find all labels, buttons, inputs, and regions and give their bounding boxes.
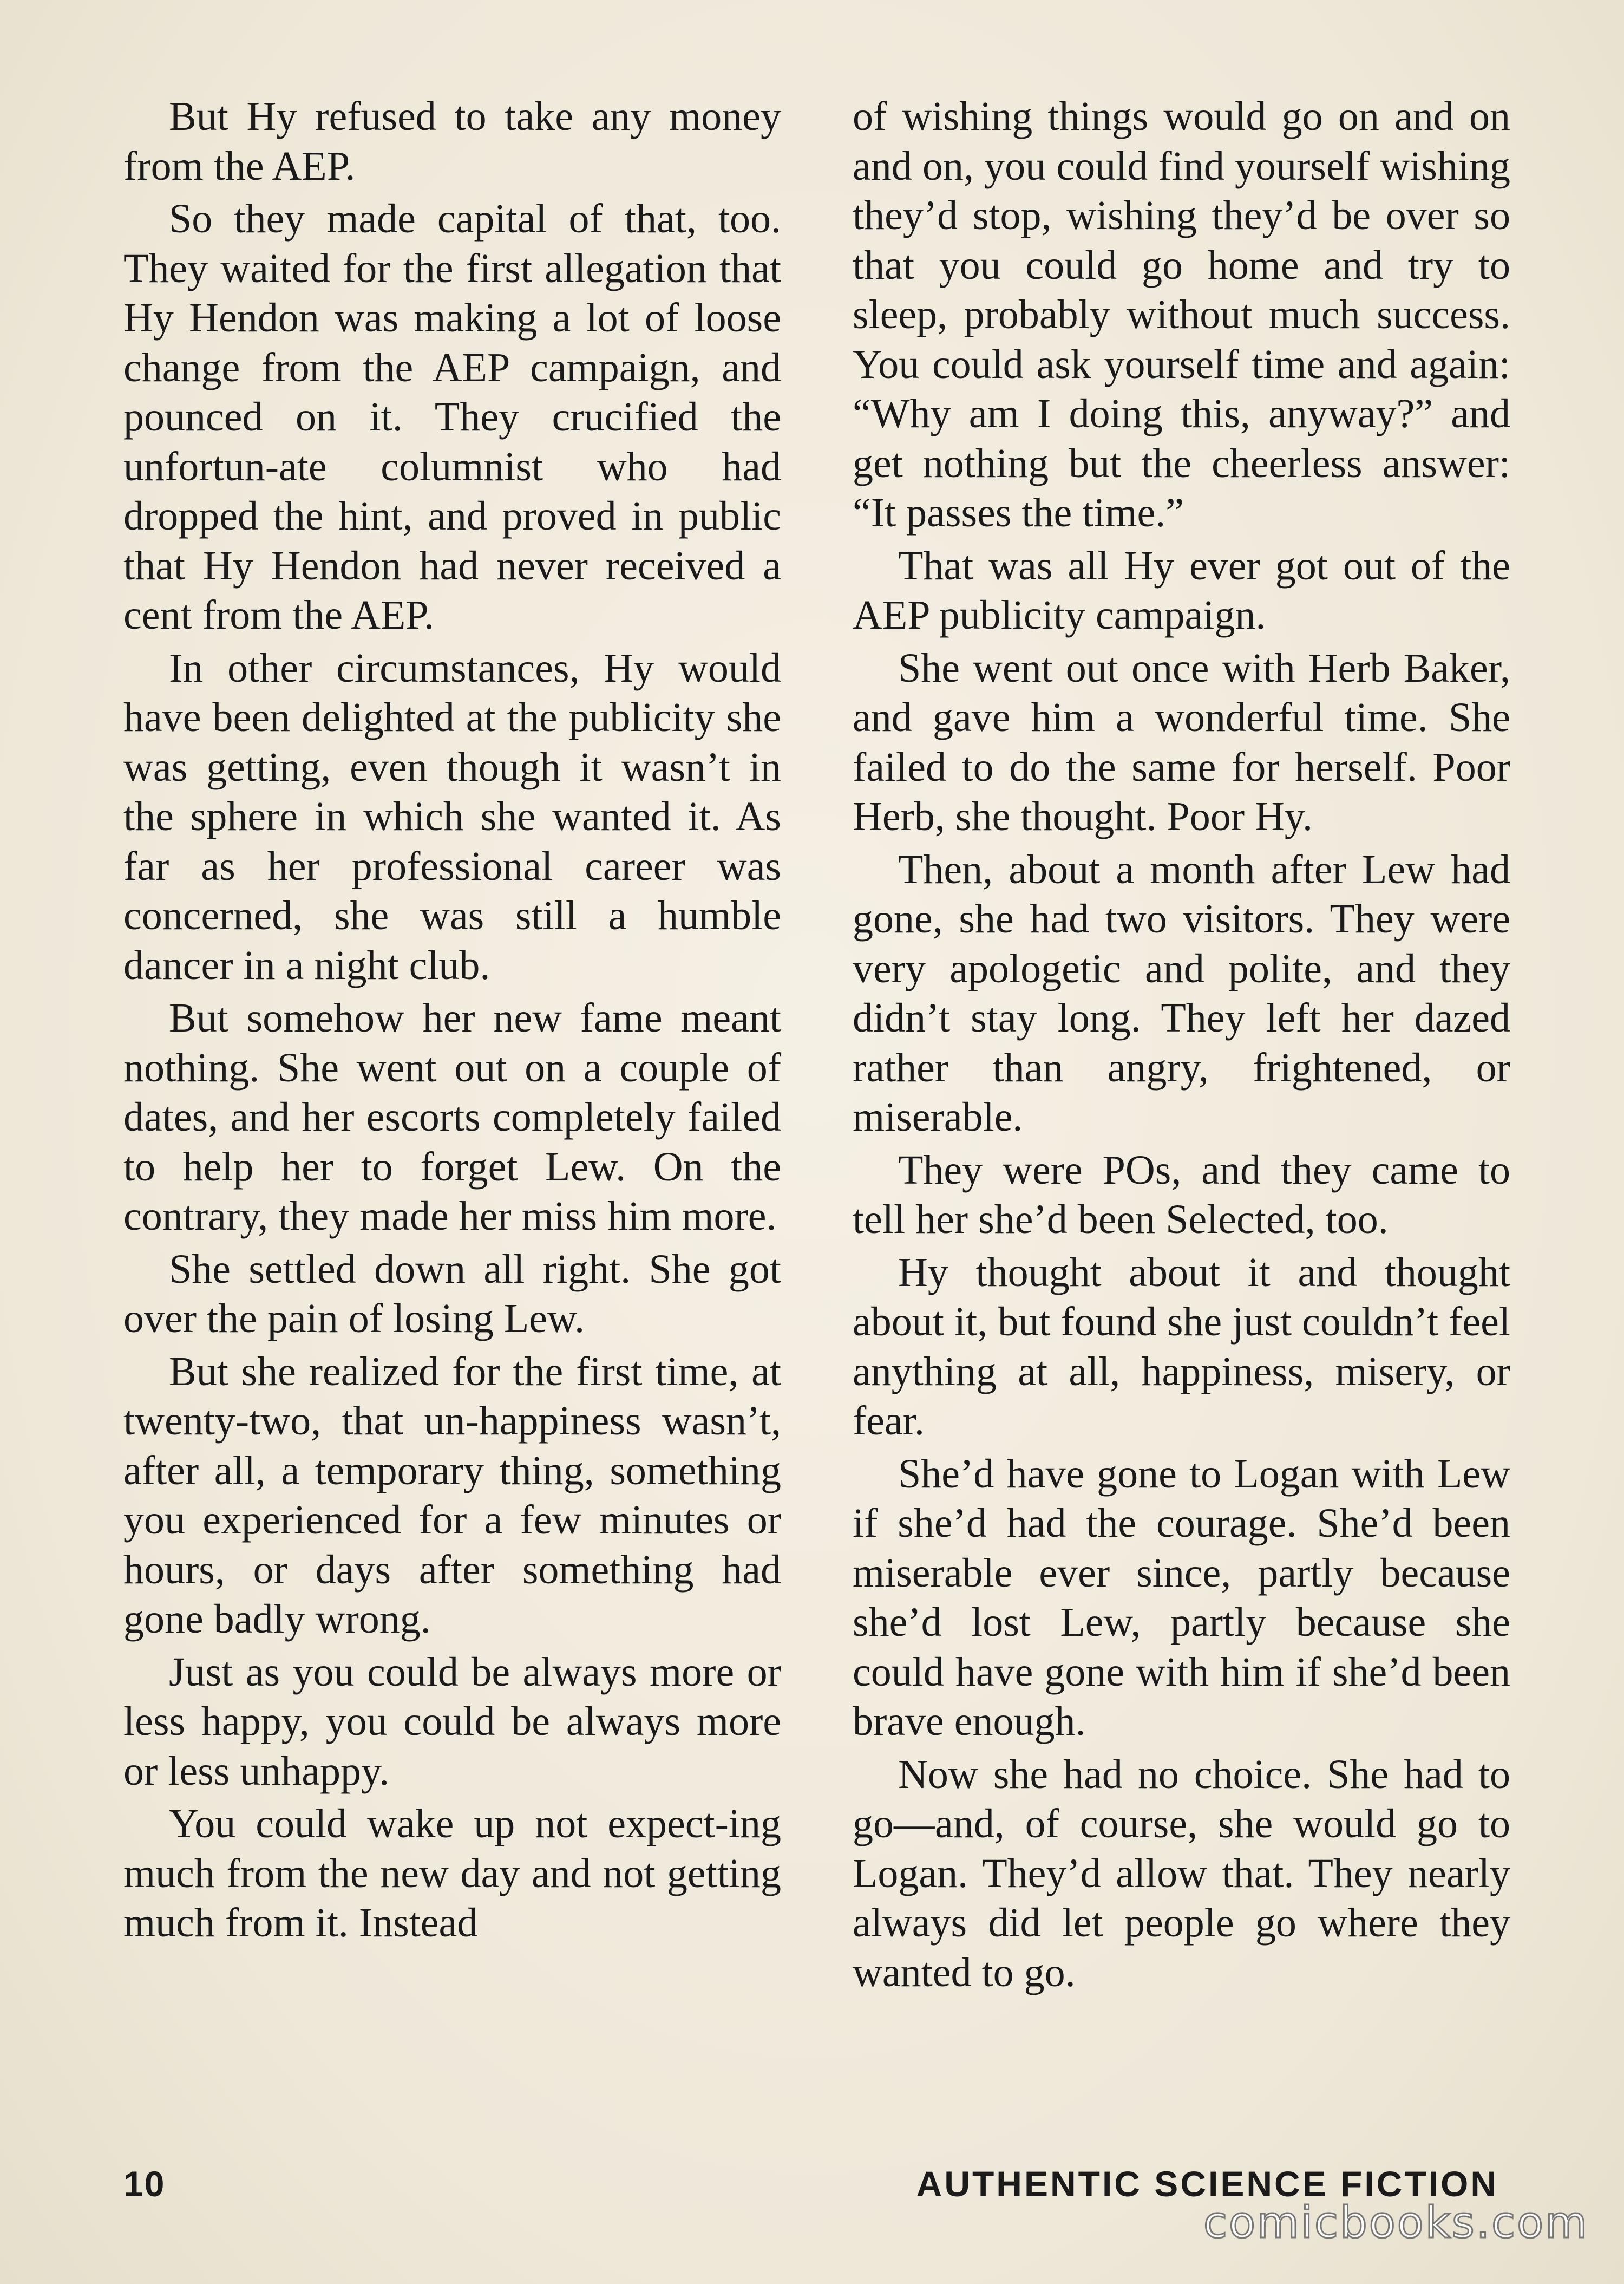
paragraph: That was all Hy ever got out of the AEP publicity campaign. (853, 543, 1510, 638)
text-column-right (853, 92, 1510, 1998)
paragraph: She’d have gone to Logan with Lew if she’d had the courage. She’d been miserable ever since, partly because she’d lost Lew, partly because she could have gone with him if she’d been brave enough. (853, 1451, 1510, 1744)
paragraph: So they made capital of that, too. They waited for the first allegation that Hy Hendon was making a lot of loose change from the AEP campaign, and pounced on it. They crucified the unfortun-ate columnist who had dropped the hint, and proved in public that Hy Hendon had never received a cent from the AEP. (123, 196, 781, 638)
paragraph: You could wake up not expect-ing much from the new day and not getting much from it. Instead (123, 1801, 781, 1946)
paragraph: But she realized for the first time, at twenty-two, that un-happiness wasn’t, after all, a temporary thing, something you experienced for a few minutes or hours, or days after something had gone badly wrong. (123, 1348, 781, 1642)
paragraph: Hy thought about it and thought about it, but found she just couldn’t feel anything at all, happiness, misery, or fear. (853, 1249, 1510, 1444)
watermark: comicbooks.com (1203, 2197, 1589, 2248)
paragraph: But somehow her new fame meant nothing. She went out on a couple of dates, and her escorts completely failed to help her to forget Lew. On the contrary, they made her miss him more. (123, 995, 781, 1239)
paragraph: of wishing things would go on and on and on, you could find yourself wishing they’d stop, wishing they’d be over so that you could go home and try to sleep, probably without much success. You could ask yourself time and again: “Why am I doing this, anyway?” and get nothing but the cheerless answer: “It passes the time.” (853, 94, 1510, 536)
paragraph: She settled down all right. She got over the pain of losing Lew. (123, 1246, 781, 1341)
paragraph: Then, about a month after Lew had gone, she had two visitors. They were very apologetic and polite, and they didn’t stay long. They left her dazed rather than angry, frightened, or miserable. (853, 846, 1510, 1140)
page-number: 10 (123, 2164, 166, 2204)
paragraph: They were POs, and they came to tell her she’d been Selected, too. (853, 1147, 1510, 1242)
paragraph: Just as you could be always more or less happy, you could be always more or less unhappy. (123, 1649, 781, 1794)
paragraph: But Hy refused to take any money from the AEP. (123, 94, 781, 189)
text-column-left (123, 92, 781, 1948)
running-title: AUTHENTIC SCIENCE FICTION (916, 2164, 1498, 2204)
paragraph: Now she had no choice. She had to go—and, of course, she would go to Logan. They’d allow that. They nearly always did let people go where they wanted to go. (853, 1751, 1510, 1995)
paragraph: She went out once with Herb Baker, and gave him a wonderful time. She failed to do the same for herself. Poor Herb, she thought. Poor Hy. (853, 645, 1510, 839)
paragraph: In other circumstances, Hy would have been delighted at the publicity she was getting, even though it wasn’t in the sphere in which she wanted it. As far as her professional career was concerned, she was still a humble dancer in a night club. (123, 645, 781, 988)
